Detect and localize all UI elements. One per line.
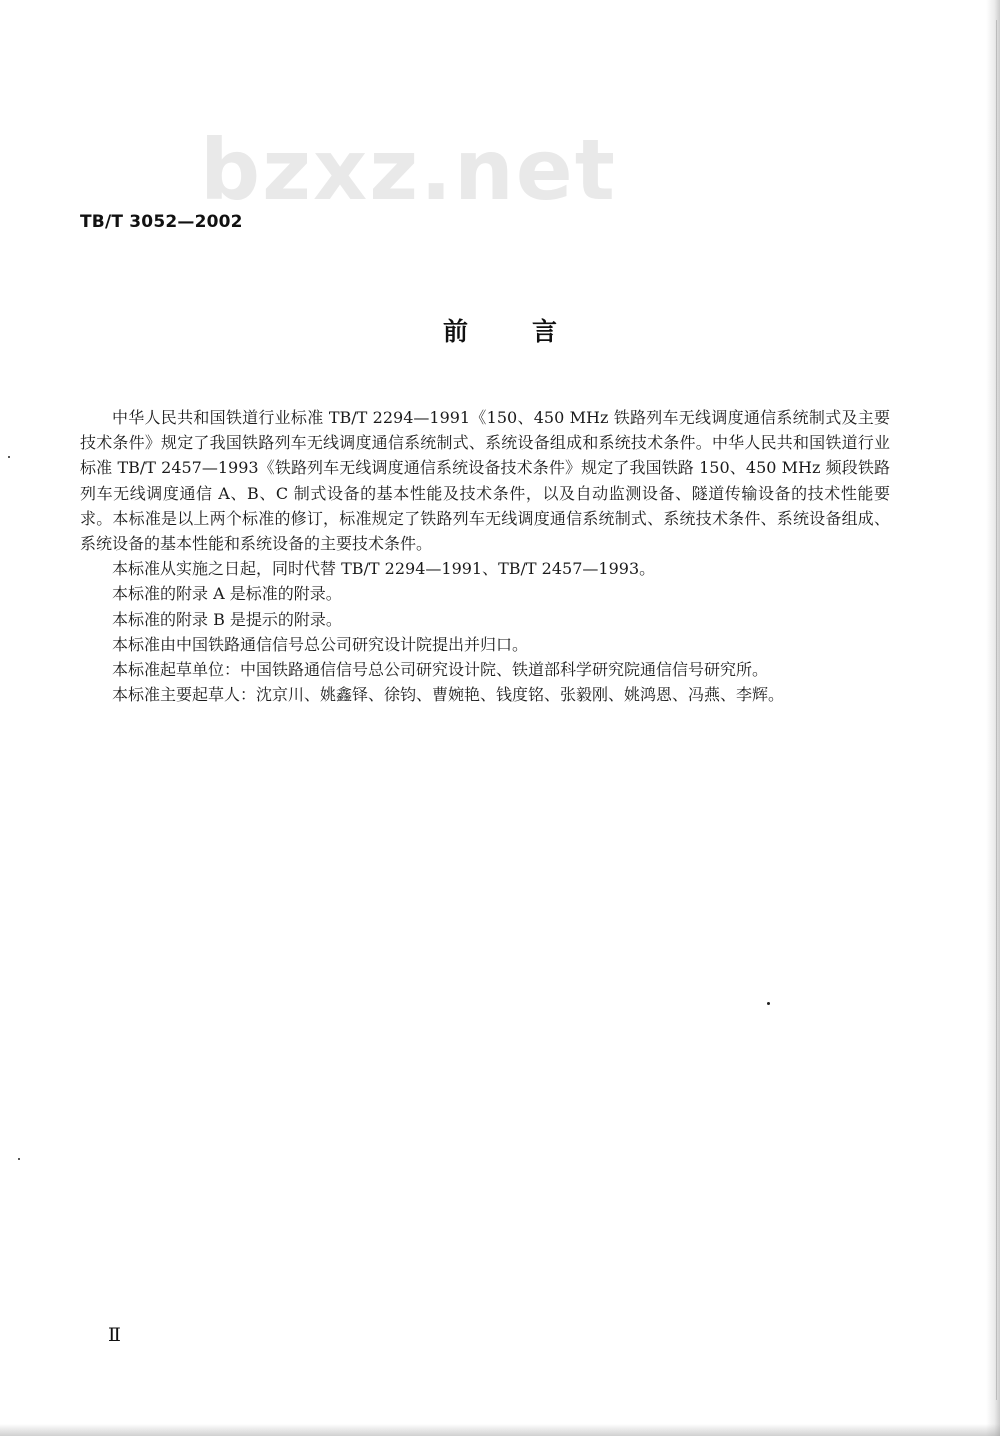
page-title: 前言 <box>442 317 621 346</box>
watermark: bzxz.net <box>200 121 617 219</box>
paragraph-5: 本标准由中国铁路通信信号总公司研究设计院提出并归口。 <box>112 634 529 654</box>
scan-edge-line <box>996 20 997 1400</box>
scan-speck <box>8 456 10 458</box>
scan-bottom-shadow <box>0 1424 1000 1436</box>
paragraph-3: 本标准的附录 A 是标准的附录。 <box>112 584 342 604</box>
scan-edge-shadow <box>986 0 1000 1436</box>
paragraph-4: 本标准的附录 B 是提示的附录。 <box>112 609 342 629</box>
scan-speck <box>767 1002 770 1005</box>
paragraph-1: 中华人民共和国铁道行业标准 TB/T 2294—1991《150、450 MHz 铁路列车无线调度通信系统制式及主要技术条件》规定了我国铁路列车无线调度通信系统制式、系统设备组成和系统技术条件。中华人民共和国铁道行业标准 TB/T 2457—1993《铁路列车无线调度通信系统设备技术条件》规定了我国铁路 150、450 MHz 频段铁路列车无线调度通信 A、B、C 制式设备的基本性能及技术条件，以及自动监测设备、隧道传输设备的技术性能要求。本标准是以上两个标准的修订，标准规定了铁路列车无线调度通信系统制式、系统技术条件、系统设备组成、系统设备的基本性能和系统设备的主要技术条件。 <box>80 408 890 554</box>
paragraph-2: 本标准从实施之日起，同时代替 TB/T 2294—1991、TB/T 2457—1993。 <box>112 559 656 579</box>
scan-speck <box>18 1158 20 1160</box>
paragraph-6: 本标准起草单位：中国铁路通信信号总公司研究设计院、铁道部科学研究院通信信号研究所。 <box>112 660 769 680</box>
page-number: Ⅱ <box>108 1324 121 1346</box>
foreword-body <box>80 405 890 707</box>
paragraph-7: 本标准主要起草人：沈京川、姚鑫铎、徐钧、曹婉艳、钱度铭、张毅刚、姚鸿恩、冯燕、李辉。 <box>112 685 785 705</box>
standard-code: TB/T 3052—2002 <box>80 212 243 232</box>
